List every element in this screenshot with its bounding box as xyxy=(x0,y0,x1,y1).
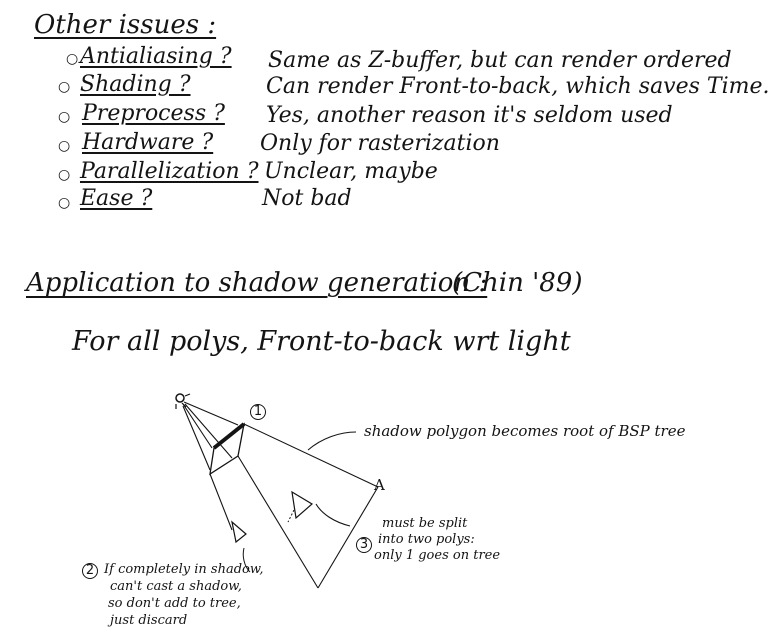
bullet-icon: ○ xyxy=(58,167,71,183)
bullet-icon: ○ xyxy=(58,79,71,95)
issue-answer: Not bad xyxy=(262,186,352,211)
statement: For all polys, Front-to-back wrt light xyxy=(72,326,571,357)
issue-answer: Same as Z-buffer, but can render ordered xyxy=(268,48,732,73)
discard-note-line: can't cast a shadow, xyxy=(110,579,242,594)
issue-label: Preprocess ? xyxy=(82,101,225,126)
split-note-line: must be split xyxy=(382,516,468,531)
citation: (Chin '89) xyxy=(452,268,583,298)
bullet-icon: ○ xyxy=(58,138,71,154)
discard-triangle xyxy=(232,522,246,542)
discard-note-line: If completely in shadow, xyxy=(104,562,264,577)
issue-label: Antialiasing ? xyxy=(80,44,232,69)
issue-answer: Can render Front-to-back, which saves Time. xyxy=(266,74,770,99)
shadow-pointer-curve xyxy=(308,432,356,450)
issue-label: Shading ? xyxy=(80,72,191,97)
page-heading: Other issues : xyxy=(34,10,217,40)
bullet-icon: ○ xyxy=(58,195,71,211)
issue-label: Ease ? xyxy=(80,186,153,211)
issue-label: Hardware ? xyxy=(82,130,214,155)
marker-1: 1 xyxy=(250,404,266,420)
marker-3: 3 xyxy=(356,537,372,553)
issue-answer: Only for rasterization xyxy=(260,131,500,156)
section-title: Application to shadow generation : xyxy=(26,268,488,298)
split-note-line: only 1 goes on tree xyxy=(374,548,501,563)
issue-label: Parallelization ? xyxy=(80,159,259,184)
split-line xyxy=(288,510,294,522)
shadow-note: shadow polygon becomes root of BSP tree xyxy=(364,422,686,440)
issue-answer: Yes, another reason it's seldom used xyxy=(266,103,673,128)
split-triangle xyxy=(292,492,312,518)
occluder-front-edge xyxy=(214,424,244,448)
bullet-icon: ○ xyxy=(58,109,71,125)
bullet-icon: ○ xyxy=(66,51,79,67)
issue-answer: Unclear, maybe xyxy=(264,159,438,184)
split-pointer-curve xyxy=(316,504,350,526)
marker-2: 2 xyxy=(82,563,98,579)
discard-note-line: so don't add to tree, xyxy=(108,596,241,611)
split-note-line: into two polys: xyxy=(378,532,475,547)
discard-note-line: just discard xyxy=(110,613,188,628)
vertex-label: A xyxy=(374,476,385,494)
